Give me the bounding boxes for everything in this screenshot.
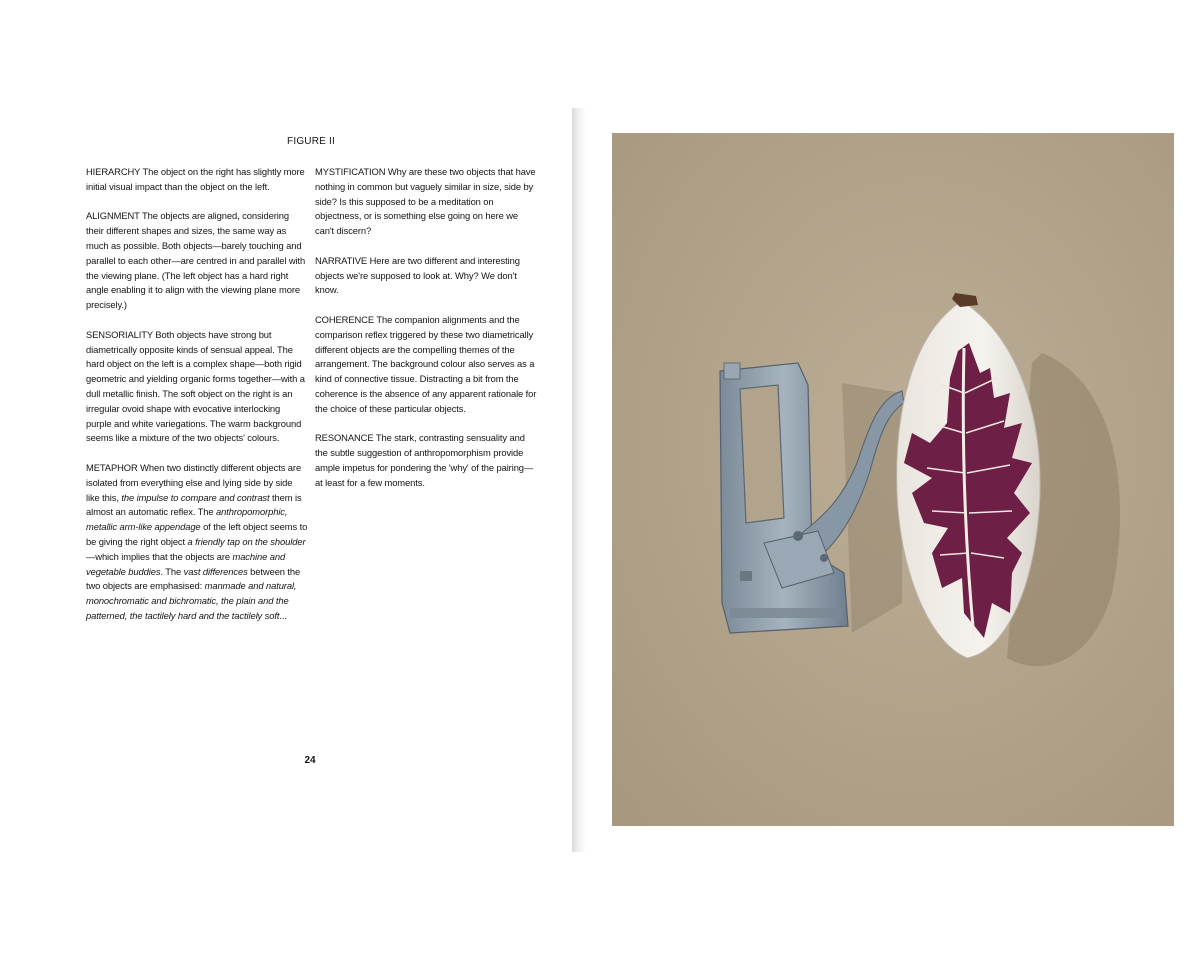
heading-coherence: COHERENCE: [315, 313, 375, 325]
body-metaphor-2: them is almost an automatic reflex. The: [86, 491, 302, 518]
body-metaphor-5: . The: [160, 565, 184, 577]
paragraph-coherence: [315, 313, 537, 417]
paragraph-hierarchy: [86, 165, 308, 195]
figure-title: FIGURE II: [287, 136, 335, 147]
heading-hierarchy: HIERARCHY: [86, 166, 141, 177]
heading-alignment: ALIGNMENT: [86, 210, 140, 222]
emphasis-metaphor-4: machine and vegetable buddies: [86, 550, 286, 577]
text-column-right: [315, 165, 537, 505]
page-gutter-shadow: [572, 108, 586, 852]
body-narrative: Here are two different and interesting objects we're supposed to look at. Why? We don't know.: [315, 254, 520, 296]
page-number: 24: [304, 755, 316, 766]
body-alignment: The objects are aligned, considering their different shapes and sizes, the same way as much as possible. Both objects—barely touching and parallel to each other—are centred in and parallel with the viewing plane. (The left object has a hard right angle enabling it to align with the viewing plane more precisely.): [86, 210, 306, 311]
body-coherence: The companion alignments and the comparison reflex triggered by these two diametrically different objects are the compelling themes of the arrangement. The background colour also serves as a kind of connective tissue. Distracting a bit from the coherence is the absence of any apparent rationale for the choice of these particular objects.: [315, 313, 537, 414]
body-resonance: The stark, contrasting sensuality and the subtle suggestion of anthropomorphism provide ample impetus for pondering the 'why' of the pairing—at least for a few moments.: [315, 432, 534, 488]
paragraph-resonance: [315, 431, 537, 490]
paragraph-alignment: [86, 209, 308, 313]
painting-illustration: [612, 133, 1174, 826]
body-metaphor-7: ...: [279, 609, 287, 621]
paragraph-narrative: [315, 254, 537, 298]
body-sensoriality: Both objects have strong but diametrically opposite kinds of sensual appeal. The hard object on the left is a complex shape—both rigid geometric and yielding organic forms together—with a dull metallic finish. The soft object on the right is an irregular ovoid shape with evocative interlocking purple and white variegations. The warm background seems like a mixture of the two objects' colours.: [86, 328, 305, 444]
body-metaphor-4: —which implies that the objects are: [86, 550, 233, 562]
body-metaphor-6: between the two objects are emphasised:: [86, 565, 301, 592]
heading-narrative: NARRATIVE: [315, 254, 368, 266]
heading-metaphor: METAPHOR: [86, 461, 138, 473]
emphasis-metaphor-2: anthropomorphic, metallic arm-like appendage: [86, 506, 288, 533]
emphasis-metaphor-3: a friendly tap on the shoulder: [187, 535, 306, 547]
paragraph-mystification: [315, 165, 537, 239]
heading-resonance: RESONANCE: [315, 432, 374, 444]
body-metaphor-3: of the left object seems to be giving the right object: [86, 521, 308, 547]
body-mystification: Why are these two objects that have nothing in common but vaguely similar in size, side by side? Is this supposed to be a meditation on objectness, or is something else going on here we can't discern?: [315, 166, 536, 237]
heading-mystification: MYSTIFICATION: [315, 166, 386, 177]
left-page: [0, 0, 572, 960]
emphasis-metaphor-5: vast differences: [183, 565, 248, 577]
body-hierarchy: The object on the right has slightly more initial visual impact than the object on the left.: [86, 166, 305, 192]
emphasis-metaphor-1: the impulse to compare and contrast: [121, 491, 270, 503]
painting-image: [612, 133, 1174, 826]
text-column-left: [86, 165, 308, 639]
body-metaphor-1: When two distinctly different objects are isolated from everything else and lying side by side like this,: [86, 461, 302, 503]
emphasis-metaphor-6: manmade and natural, monochromatic and bichromatic, the plain and the patterned, the tactilely hard and the tactilely soft: [86, 580, 297, 621]
paragraph-metaphor: [86, 461, 308, 624]
heading-sensoriality: SENSORIALITY: [86, 328, 153, 340]
paragraph-sensoriality: [86, 328, 308, 446]
